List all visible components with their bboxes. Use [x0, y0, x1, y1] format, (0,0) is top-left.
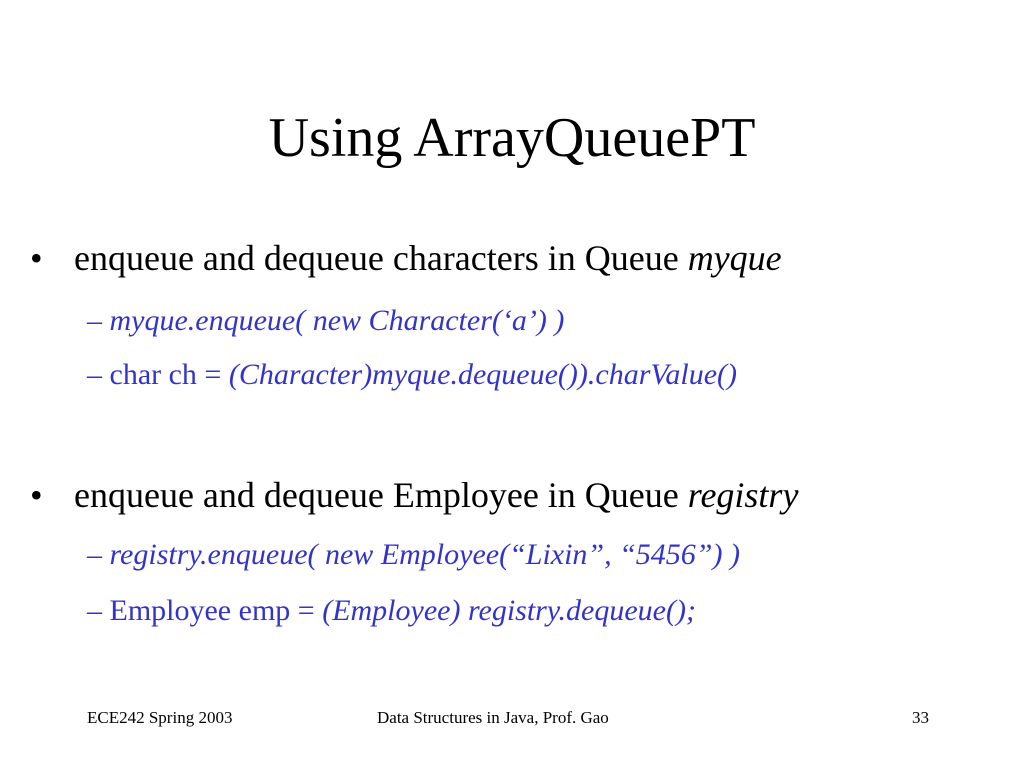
sub-item — [87, 536, 740, 574]
footer-page-number: 33 — [912, 708, 929, 727]
bullet-text: enqueue and dequeue characters in Queue — [74, 238, 688, 278]
bullet-marker: • — [30, 238, 43, 278]
footer-left: ECE242 Spring 2003 — [87, 708, 233, 727]
sub-code: (Character)myque.dequeue()).charValue() — [228, 358, 737, 391]
sub-dash: – — [87, 304, 110, 337]
bullet-item — [30, 473, 798, 517]
sub-item — [87, 592, 696, 630]
sub-item — [87, 302, 564, 340]
sub-dash: – — [87, 538, 110, 571]
footer-center: Data Structures in Java, Prof. Gao — [377, 708, 609, 727]
sub-code: myque.enqueue( new Character(‘a’) ) — [109, 304, 565, 337]
sub-code: registry.enqueue( new Employee(“Lixin”, “5456”) ) — [109, 538, 740, 571]
sub-item — [87, 356, 737, 394]
slide-title: Using ArrayQueuePT — [268, 107, 756, 169]
sub-dash: – — [87, 594, 110, 627]
bullet-emphasis: myque — [687, 238, 782, 278]
sub-dash: – — [87, 358, 110, 391]
sub-plain: Employee emp = — [109, 594, 323, 627]
sub-plain: char ch = — [109, 358, 229, 391]
bullet-marker: • — [30, 475, 43, 515]
bullet-text: enqueue and dequeue Employee in Queue — [74, 475, 688, 515]
sub-code: (Employee) registry.dequeue(); — [322, 594, 696, 627]
bullet-item — [30, 236, 782, 280]
bullet-emphasis: registry — [687, 475, 799, 515]
